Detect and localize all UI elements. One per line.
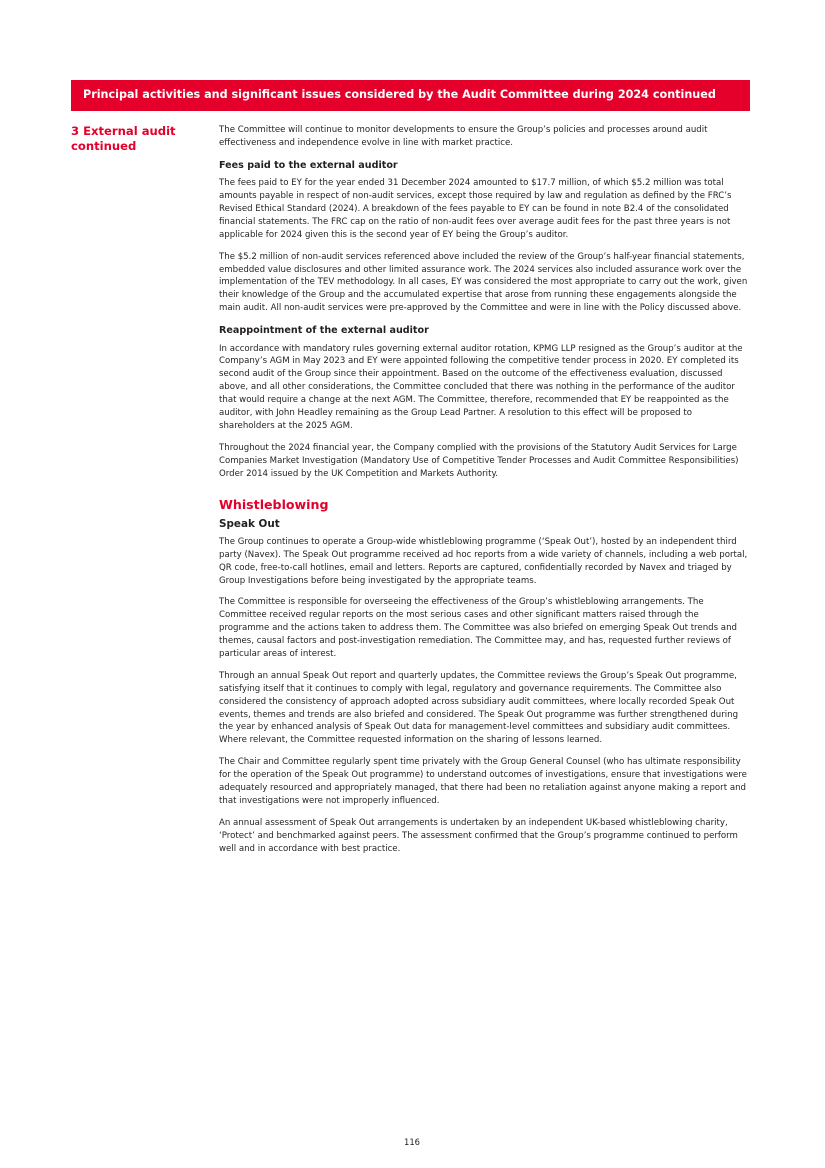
page-footer	[0, 1137, 825, 1147]
speak-out-paragraph-3: Through an annual Speak Out report and quarterly updates, the Committee reviews the Group’s Speak Out programme, satisfying itself that it continues to comply with legal, regulatory and governance requirements. The Committee also considered the consistency of approach adopted across subsidiary audit committees, where locally recorded Speak Out events, themes and trends are also briefed and considered. The Speak Out programme was further strengthened during the year by enhanced analysis of Speak Out data for management-level committees and subsidiary audit committees. Where relevant, the Committee requested information on the sharing of lessons learned.	[219, 670, 739, 746]
heading-fees-paid: Fees paid to the external auditor	[219, 159, 398, 171]
section-banner-title: Principal activities and significant issues considered by the Audit Committee during 2024	[83, 88, 649, 101]
main-text-column	[219, 124, 750, 864]
left-sidebar-column	[71, 124, 219, 155]
speak-out-paragraph-4: The Chair and Committee regularly spent time privately with the Group General Counsel (who has ultimate responsibility for the operation of the Speak Out programme) to understand outcomes of investigations, ensure that investigations were adequately resourced and appropriately managed, that there had been no retaliation against anyone making a report and that investigations were not improperly influenced.	[219, 757, 747, 806]
fees-paragraph-1: The fees paid to EY for the year ended 31 December 2024 amounted to $17.7 million, of which $5.2 million was total amounts payable in respect of non-audit services, except those required by law and regulation as defined by the FRC’s Revised Ethical Standard (2024). A breakdown of the fees payable to EY can be found in note B2.4 of the consolidated financial statements. The FRC cap on the ratio of non-audit fees over average audit fees for the past three years is not applicable for 2024 given this is the second year of EY being the Group’s auditor.	[219, 178, 732, 240]
fees-paragraph-2: The $5.2 million of non-audit services referenced above included the review of the Group’s half-year financial statements, embedded value disclosures and other limited assurance work. The 2024 services also included assurance work over the implementation of the TEV methodology. In all cases, EY was considered the most appropriate to carry out the work, given their knowledge of the Group and the accumulated expertise that arose from running these engagements alongside the main audit. All non-audit services were pre-approved by the Committee and were in line with the Policy discussed above.	[219, 251, 748, 314]
section-heading-external-audit	[71, 124, 209, 155]
section-heading-title: 3 External audit	[71, 124, 176, 138]
section-banner-continued: continued	[652, 88, 716, 101]
section-banner	[71, 80, 750, 111]
intro-paragraph: The Committee will continue to monitor developments to ensure the Group’s policies and processes around audit effectiveness and independence evolve in line with market practice.	[219, 125, 708, 148]
speak-out-paragraph-5: An annual assessment of Speak Out arrangements is undertaken by an independent UK-based whistleblowing charity, ‘Protect’ and benchmarked against peers. The assessment confirmed that the Group’s programme continued to perform well and in accordance with best practice.	[219, 817, 738, 854]
page-number: 116	[404, 1137, 420, 1147]
section-heading-continued: continued	[71, 139, 137, 154]
reappointment-paragraph-2: Throughout the 2024 financial year, the Company complied with the provisions of the Statutory Audit Services for Large Companies Market Investigation (Mandatory Use of Competitive Tender Processes and Audit Committee Responsibilities) Order 2014 issued by the UK Competition and Markets Authority.	[219, 442, 739, 479]
speak-out-paragraph-1: The Group continues to operate a Group-wide whistleblowing programme (‘Speak Out’), hosted by an independent third party (Navex). The Speak Out programme received ad hoc reports from a wide variety of channels, including a web portal, QR code, free-to-call hotlines, email and letters. Reports are captured, confidentially recorded by Navex and triaged by Group Investigations before being investigated by the appropriate teams.	[219, 536, 748, 586]
two-column-layout	[71, 124, 750, 864]
heading-speak-out: Speak Out	[219, 517, 280, 530]
heading-reappointment: Reappointment of the external auditor	[219, 325, 429, 337]
reappointment-paragraph-1: In accordance with mandatory rules governing external auditor rotation, KPMG LLP resigned as the Group’s auditor at the Company’s AGM in May 2023 and EY were appointed following the competitive tender process in 2020. EY completed its second audit of the Group since their appointment. Based on the outcome of the effectiveness evaluation, discussed above, and all other considerations, the Committee concluded that there was nothing in the performance of the auditor that would require a change at the next AGM. The Committee, therefore, recommended that EY be reappointed as the auditor, with John Headley remaining as the Group Lead Partner. A resolution to this effect will be proposed to shareholders at the 2025 AGM.	[219, 343, 743, 431]
heading-whistleblowing: Whistleblowing	[219, 497, 329, 513]
speak-out-paragraph-2: The Committee is responsible for overseeing the effectiveness of the Group’s whistleblowing arrangements. The Committee received regular reports on the most serious cases and other significant matters raised through the programme and the actions taken to address them. The Committee was also briefed on emerging Speak Out trends and themes, causal factors and post-investigation remediation. The Committee may, and has, requested further reviews of particular areas of interest.	[219, 597, 737, 659]
page-content	[71, 124, 750, 864]
